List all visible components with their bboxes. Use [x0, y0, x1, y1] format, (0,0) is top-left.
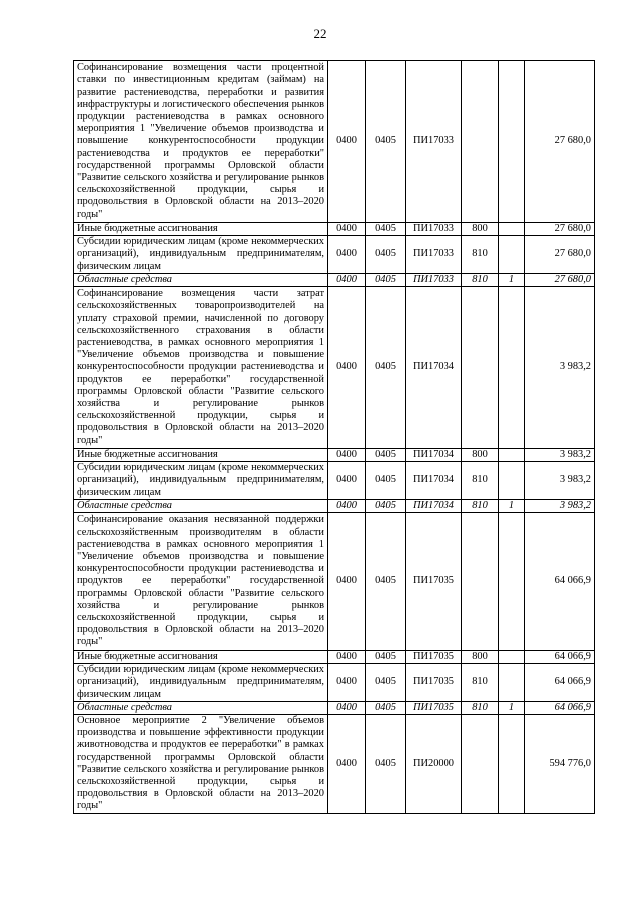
expense-type-cell [462, 513, 499, 651]
amount-cell: 3 983,2 [525, 449, 595, 462]
section-code-cell: 0400 [328, 449, 366, 462]
subsection-code-cell: 0405 [366, 236, 406, 274]
table-row [74, 287, 595, 449]
funding-source-cell [499, 462, 525, 500]
target-article-cell: ПИ17035 [406, 664, 462, 702]
expense-type-cell: 810 [462, 273, 499, 286]
section-code-cell: 0400 [328, 287, 366, 449]
row-name-cell: Софинансирование возмещения части процентной ставки по инвестиционным кредитам (займам) на развитие растениеводства, переработки и развития инфраструктуры и логистического обеспечения рынков продукции растениеводства в рамках основного мероприятия 1 "Увеличение объемов производства и повышение конкурентоспособности продукции растениеводства и продуктов ее переработки" государственной программы Орловской области "Развитие сельского хозяйства и регулирование рынков сельскохозяйственной продукции, сырья и продовольствия в Орловской области на 2013–2020 годы" [74, 61, 328, 223]
expense-type-cell: 800 [462, 223, 499, 236]
section-code-cell: 0400 [328, 513, 366, 651]
amount-cell: 64 066,9 [525, 513, 595, 651]
subsection-code-cell: 0405 [366, 61, 406, 223]
expense-type-cell: 810 [462, 701, 499, 714]
target-article-cell: ПИ17033 [406, 61, 462, 223]
subsection-code-cell: 0405 [366, 701, 406, 714]
row-name-cell: Иные бюджетные ассигнования [74, 651, 328, 664]
target-article-cell: ПИ17035 [406, 513, 462, 651]
row-name-cell: Иные бюджетные ассигнования [74, 223, 328, 236]
expense-type-cell: 800 [462, 651, 499, 664]
amount-cell: 64 066,9 [525, 664, 595, 702]
expense-type-cell [462, 61, 499, 223]
row-name-cell: Иные бюджетные ассигнования [74, 449, 328, 462]
section-code-cell: 0400 [328, 273, 366, 286]
row-name-cell: Софинансирование возмещения части затрат сельскохозяйственных товаропроизводителей на уплату страховой премии, начисленной по договору сельскохозяйственного страхования в области растениеводства, в рамках основного мероприятия 1 "Увеличение объемов производства и повышение конкурентоспособности продукции растениеводства и продуктов ее переработки" государственной программы Орловской области "Развитие сельского хозяйства и регулирование рынков сельскохозяйственной продукции, сырья и продовольствия в Орловской области на 2013–2020 годы" [74, 287, 328, 449]
funding-source-cell [499, 651, 525, 664]
row-name-cell: Субсидии юридическим лицам (кроме некоммерческих организаций), индивидуальным предпринимателям, физическим лицам [74, 664, 328, 702]
subsection-code-cell: 0405 [366, 664, 406, 702]
expense-type-cell: 800 [462, 449, 499, 462]
expense-type-cell: 810 [462, 462, 499, 500]
row-name-cell: Областные средства [74, 273, 328, 286]
amount-cell: 594 776,0 [525, 715, 595, 814]
target-article-cell: ПИ17034 [406, 287, 462, 449]
target-article-cell: ПИ17035 [406, 651, 462, 664]
amount-cell: 27 680,0 [525, 223, 595, 236]
table-row [74, 651, 595, 664]
target-article-cell: ПИ20000 [406, 715, 462, 814]
row-name-cell: Основное мероприятие 2 "Увеличение объемов производства и повышение эффективности продукции животноводства и продуктов ее переработки" в рамках государственной программы Орловской области "Развитие сельского хозяйства и регулирование рынков сельскохозяйственной продукции, сырья и продовольствия в Орловской области на 2013–2020 годы" [74, 715, 328, 814]
subsection-code-cell: 0405 [366, 715, 406, 814]
target-article-cell: ПИ17034 [406, 449, 462, 462]
section-code-cell: 0400 [328, 61, 366, 223]
expense-type-cell: 810 [462, 664, 499, 702]
amount-cell: 64 066,9 [525, 701, 595, 714]
funding-source-cell: 1 [499, 499, 525, 512]
section-code-cell: 0400 [328, 462, 366, 500]
target-article-cell: ПИ17033 [406, 223, 462, 236]
funding-source-cell [499, 449, 525, 462]
funding-source-cell: 1 [499, 701, 525, 714]
expense-type-cell [462, 287, 499, 449]
row-name-cell: Субсидии юридическим лицам (кроме некоммерческих организаций), индивидуальным предпринимателям, физическим лицам [74, 462, 328, 500]
subsection-code-cell: 0405 [366, 287, 406, 449]
table-row [74, 701, 595, 714]
table-row [74, 664, 595, 702]
section-code-cell: 0400 [328, 651, 366, 664]
amount-cell: 64 066,9 [525, 651, 595, 664]
subsection-code-cell: 0405 [366, 273, 406, 286]
section-code-cell: 0400 [328, 223, 366, 236]
section-code-cell: 0400 [328, 715, 366, 814]
funding-source-cell: 1 [499, 273, 525, 286]
amount-cell: 3 983,2 [525, 499, 595, 512]
budget-table-body [74, 61, 595, 814]
amount-cell: 3 983,2 [525, 462, 595, 500]
funding-source-cell [499, 287, 525, 449]
expense-type-cell [462, 715, 499, 814]
table-row [74, 499, 595, 512]
table-row [74, 513, 595, 651]
target-article-cell: ПИ17034 [406, 499, 462, 512]
funding-source-cell [499, 236, 525, 274]
amount-cell: 27 680,0 [525, 61, 595, 223]
section-code-cell: 0400 [328, 664, 366, 702]
target-article-cell: ПИ17033 [406, 273, 462, 286]
table-row [74, 449, 595, 462]
subsection-code-cell: 0405 [366, 651, 406, 664]
amount-cell: 27 680,0 [525, 236, 595, 274]
subsection-code-cell: 0405 [366, 449, 406, 462]
subsection-code-cell: 0405 [366, 499, 406, 512]
table-row [74, 236, 595, 274]
table-row [74, 715, 595, 814]
funding-source-cell [499, 715, 525, 814]
table-row [74, 223, 595, 236]
target-article-cell: ПИ17034 [406, 462, 462, 500]
budget-table [73, 60, 595, 814]
target-article-cell: ПИ17035 [406, 701, 462, 714]
table-row [74, 462, 595, 500]
expense-type-cell: 810 [462, 236, 499, 274]
row-name-cell: Областные средства [74, 499, 328, 512]
section-code-cell: 0400 [328, 701, 366, 714]
section-code-cell: 0400 [328, 499, 366, 512]
subsection-code-cell: 0405 [366, 223, 406, 236]
page-number: 22 [313, 26, 327, 41]
row-name-cell: Субсидии юридическим лицам (кроме некоммерческих организаций), индивидуальным предпринимателям, физическим лицам [74, 236, 328, 274]
section-code-cell: 0400 [328, 236, 366, 274]
target-article-cell: ПИ17033 [406, 236, 462, 274]
amount-cell: 3 983,2 [525, 287, 595, 449]
expense-type-cell: 810 [462, 499, 499, 512]
table-row [74, 273, 595, 286]
funding-source-cell [499, 513, 525, 651]
row-name-cell: Софинансирование оказания несвязанной поддержки сельскохозяйственным производителям в области растениеводства в рамках основного мероприятия 1 "Увеличение объемов производства и повышение конкурентоспособности продукции растениеводства и продуктов ее переработки" государственной программы Орловской области "Развитие сельского хозяйства и регулирование рынков сельскохозяйственной продукции, сырья и продовольствия в Орловской области на 2013–2020 годы" [74, 513, 328, 651]
table-row [74, 61, 595, 223]
amount-cell: 27 680,0 [525, 273, 595, 286]
subsection-code-cell: 0405 [366, 513, 406, 651]
funding-source-cell [499, 664, 525, 702]
row-name-cell: Областные средства [74, 701, 328, 714]
funding-source-cell [499, 223, 525, 236]
funding-source-cell [499, 61, 525, 223]
subsection-code-cell: 0405 [366, 462, 406, 500]
